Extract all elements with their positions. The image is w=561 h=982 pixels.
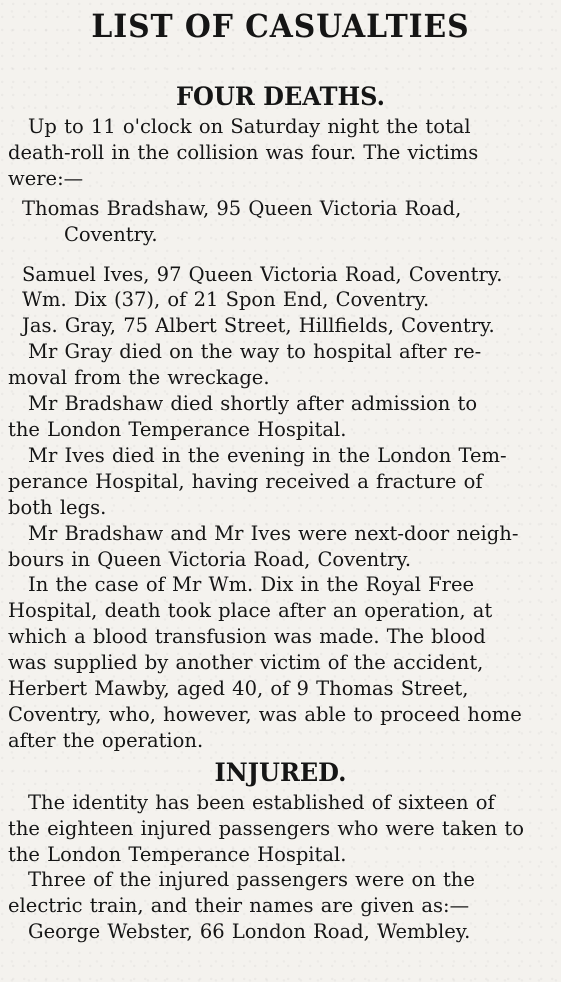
text-line: after the operation. [8,728,204,752]
article-headline: LIST OF CASUALTIES [91,7,470,45]
text-line: Mr Bradshaw died shortly after admission to [28,392,478,416]
text-line: Jas. Gray, 75 Albert Street, Hillfields, Coventry. [22,314,495,338]
text-line: perance Hospital, having received a fracture of [8,469,483,493]
text-line: Mr Bradshaw and Mr Ives were next-door neigh- [28,521,519,545]
text-line: George Webster, 66 London Road, Wembley. [28,920,471,944]
deaths-section-body [8,114,553,754]
paragraph-intro [8,114,553,192]
text-line: the eighteen injured passengers who were taken to [8,816,524,840]
victim-entry-ives [8,262,553,288]
victim-entry-gray [8,313,553,339]
paragraph-identity [8,790,553,868]
text-line: Up to 11 o'clock on Saturday night the total [28,115,471,138]
text-line: Three of the injured passengers were on the [28,868,475,892]
text-line: Mr Ives died in the evening in the London Tem- [28,443,507,467]
paragraph-neighbours [8,521,553,573]
text-line: bours in Queen Victoria Road, Coventry. [8,547,412,571]
text-line: Coventry, who, however, was able to proceed home [8,702,522,726]
text-line: Herbert Mawby, aged 40, of 9 Thomas Street, [8,677,469,701]
text-line: electric train, and their names are given as:— [8,894,470,918]
text-line: Mr Gray died on the way to hospital after re- [28,340,482,364]
paragraph-electric-train [8,867,553,919]
text-line: the London Temperance Hospital. [8,417,347,441]
text-line: death-roll in the collision was four. The victims [8,140,479,164]
text-line: were:— [8,166,84,190]
text-line: both legs. [8,495,107,519]
text-line: Thomas Bradshaw, 95 Queen Victoria Road, [22,196,462,220]
text-line: was supplied by another victim of the accident, [8,651,484,675]
injured-section-body [8,790,553,945]
paragraph-ives-death [8,443,553,521]
injured-entry-webster [8,919,553,945]
text-line: Coventry. [64,222,158,246]
text-line: Wm. Dix (37), of 21 Spon End, Coventry. [22,288,430,312]
text-line: the London Temperance Hospital. [8,842,347,866]
victim-entry-bradshaw [8,196,553,248]
text-line: Samuel Ives, 97 Queen Victoria Road, Coventry. [22,262,503,286]
paragraph-bradshaw-death [8,391,553,443]
text-line: which a blood transfusion was made. The blood [8,625,486,649]
victim-entry-dix [8,287,553,313]
text-line: In the case of Mr Wm. Dix in the Royal Free [28,573,475,597]
text-line: Hospital, death took place after an operation, at [8,599,493,623]
section-heading-injured: INJURED. [214,757,347,787]
paragraph-dix-death [8,572,553,753]
section-heading-deaths: FOUR DEATHS. [176,82,385,111]
text-line: moval from the wreckage. [8,366,270,390]
paragraph-gray-death [8,339,553,391]
text-line: The identity has been established of sixteen of [28,790,495,814]
